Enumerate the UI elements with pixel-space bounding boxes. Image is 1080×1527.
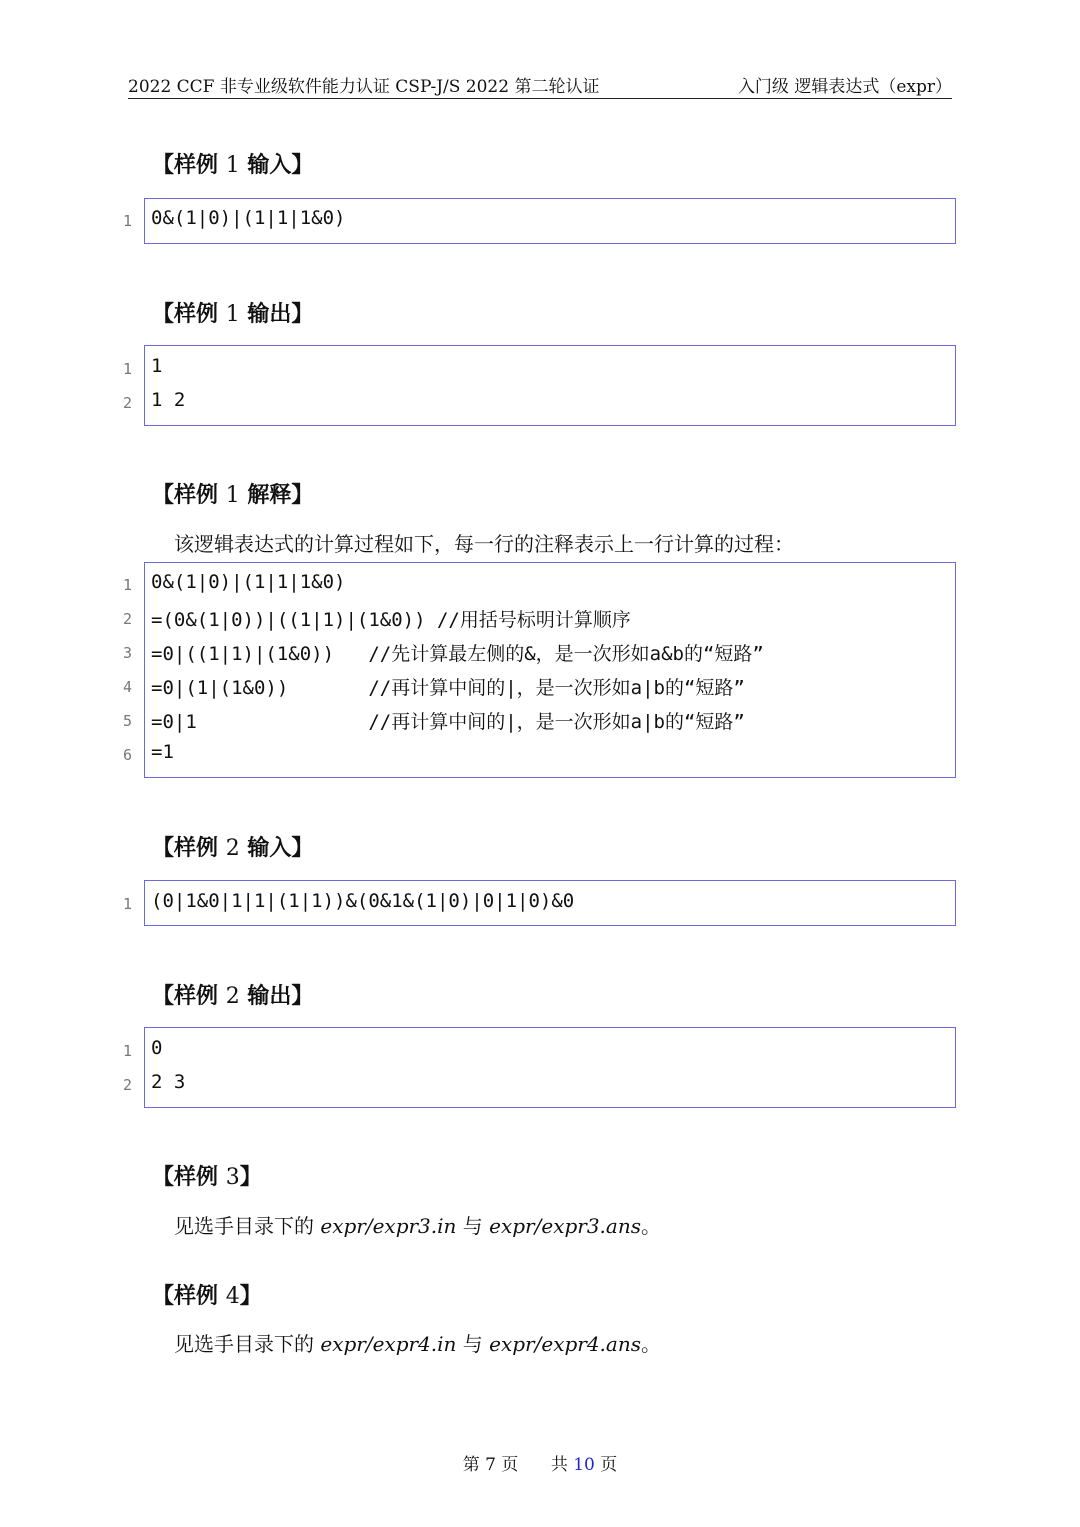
total-pages-link[interactable]: 10 [573,1455,595,1475]
heading-text: 输出】 [247,983,314,1009]
sample2-input-heading [152,831,313,862]
file-name: expr/expr3.ans [489,1214,641,1238]
code-line: 1 2 [151,389,186,411]
text: 。 [641,1214,661,1238]
explain-intro: 该逻辑表达式的计算过程如下，每一行的注释表示上一行计算的过程： [174,532,794,556]
line-number: 1 [122,360,132,378]
code-line: 0&(1|0)|(1|1|1&0) [151,207,346,229]
code-line: =0|(1|(1&0)) //再计算中间的|，是一次形如a|b的“短路” [151,677,745,699]
heading-text: 【样例 [152,1164,219,1190]
heading-text: 】 [239,1283,262,1309]
file-name: expr/expr4.in [320,1332,457,1356]
code-line: =(0&(1|0))|((1|1)|(1&0)) //用括号标明计算顺序 [151,609,631,631]
footer-text: 共 [550,1455,568,1475]
line-number: 2 [122,1076,132,1094]
line-number: 1 [122,1042,132,1060]
line-number: 3 [122,644,132,662]
text: 见选手目录下的 [174,1214,314,1238]
sample2-output-codebox [144,1027,956,1108]
page-number: 7 [485,1455,496,1475]
footer-text: 页 [501,1455,519,1475]
line-number: 1 [122,895,132,913]
code-line: =0|((1|1)|(1&0)) //先计算最左侧的&，是一次形如a&b的“短路” [151,643,764,665]
sample1-output-codebox [144,345,956,426]
line-number: 5 [122,712,132,730]
header-problem-title: 入门级 逻辑表达式（expr） [737,77,952,97]
text: 见选手目录下的 [174,1332,314,1356]
page-footer [0,1450,1080,1475]
sample4-text [174,1328,661,1357]
sample1-explain-codebox [144,562,956,778]
page-header [128,70,952,99]
footer-text: 第 [462,1455,480,1475]
file-name: expr/expr4.ans [489,1332,641,1356]
heading-text: 输出】 [247,301,314,327]
heading-number: 1 [225,153,240,178]
line-number: 2 [122,394,132,412]
text: 与 [462,1214,483,1238]
sample3-heading [152,1160,262,1191]
heading-number: 4 [225,1284,240,1309]
line-number: 2 [122,610,132,628]
code-line: 0&(1|0)|(1|1|1&0) [151,571,346,593]
sample1-input-heading [152,148,313,179]
line-number: 4 [122,678,132,696]
heading-number: 3 [225,1165,240,1190]
sample1-output-heading [152,297,313,328]
heading-text: 【样例 [152,983,219,1009]
code-line: 2 3 [151,1071,186,1093]
file-name: expr/expr3.in [320,1214,457,1238]
code-line: 1 [151,355,163,377]
heading-text: 【样例 [152,1283,219,1309]
code-line: (0|1&0|1|1|(1|1))&(0&1&(1|0)|0|1|0)&0 [151,890,575,912]
heading-text: 【样例 [152,152,219,178]
heading-text: 输入】 [247,152,314,178]
sample4-heading [152,1279,262,1310]
line-number: 1 [122,212,132,230]
heading-text: 】 [239,1164,262,1190]
header-contest-title: 2022 CCF 非专业级软件能力认证 CSP-J/S 2022 第二轮认证 [128,77,600,97]
sample1-explain-heading [152,478,313,509]
line-number: 1 [122,576,132,594]
sample3-text [174,1210,661,1239]
heading-text: 解释】 [247,482,314,508]
line-number: 6 [122,746,132,764]
code-line: =1 [151,741,174,763]
code-line: 0 [151,1037,163,1059]
sample2-output-heading [152,979,313,1010]
code-line: =0|1 //再计算中间的|，是一次形如a|b的“短路” [151,711,745,733]
text: 与 [462,1332,483,1356]
heading-text: 【样例 [152,482,219,508]
heading-number: 1 [225,302,240,327]
heading-text: 输入】 [247,835,314,861]
heading-number: 2 [225,836,240,861]
footer-text: 页 [600,1455,618,1475]
text: 。 [641,1332,661,1356]
heading-text: 【样例 [152,301,219,327]
heading-number: 2 [225,984,240,1009]
heading-number: 1 [225,483,240,508]
heading-text: 【样例 [152,835,219,861]
